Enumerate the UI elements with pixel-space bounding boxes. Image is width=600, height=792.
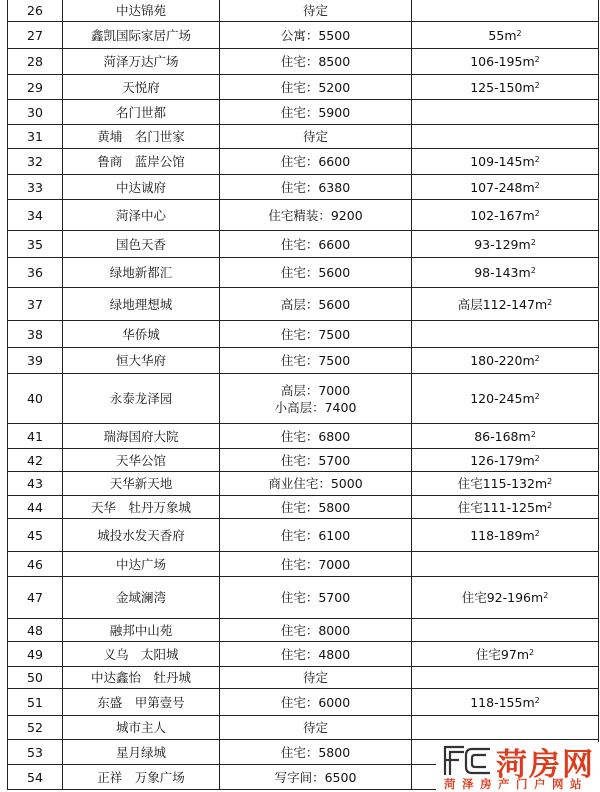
price-line: 住宅：5700 <box>280 590 351 605</box>
price-cell <box>220 149 412 175</box>
row-number: 53 <box>8 740 63 765</box>
table-row <box>8 496 599 519</box>
table-row <box>8 22 599 49</box>
table-row <box>8 321 599 348</box>
table-row <box>8 258 599 288</box>
area-cell: $98-143m^2$ <box>412 258 599 288</box>
price-cell <box>220 424 412 449</box>
project-name: 中达诚府 <box>63 175 220 200</box>
project-name: 名门世都 <box>63 100 220 125</box>
price-line: 待定 <box>302 720 328 735</box>
row-number: 38 <box>8 321 63 348</box>
row-number: 31 <box>8 125 63 149</box>
project-name: 中达鑫怡 牡丹城 <box>63 667 220 689</box>
table-row <box>8 449 599 472</box>
row-number: 41 <box>8 424 63 449</box>
price-cell <box>220 0 412 22</box>
price-line: 住宅：6100 <box>280 527 351 543</box>
price-line: 住宅：5700 <box>280 452 351 468</box>
price-line: 写字间：6500 <box>274 769 357 785</box>
area-cell <box>412 0 599 22</box>
project-name: 星月绿城 <box>63 740 220 765</box>
price-line: 待定 <box>302 129 328 144</box>
table-row <box>8 374 599 424</box>
row-number: 34 <box>8 200 63 231</box>
price-line: 住宅：8500 <box>280 54 351 69</box>
table-row <box>8 0 599 22</box>
price-cell <box>220 75 412 100</box>
row-number: 43 <box>8 472 63 496</box>
price-cell <box>220 200 412 231</box>
row-number: 40 <box>8 374 63 424</box>
price-line: 住宅：5200 <box>280 79 351 95</box>
price-cell <box>220 348 412 374</box>
table-row <box>8 642 599 667</box>
area-cell: $118-155m^2$ <box>412 689 599 716</box>
price-cell <box>220 577 412 619</box>
area-cell: $55m^2$ <box>412 22 599 49</box>
price-cell <box>220 22 412 49</box>
area-cell: $118-189m^2$ <box>412 519 599 552</box>
price-line: 待定 <box>302 3 328 18</box>
area-cell: $126-179m^2$ <box>412 449 599 472</box>
price-cell <box>220 125 412 149</box>
row-number: 51 <box>8 689 63 716</box>
table-row <box>8 175 599 200</box>
price-cell <box>220 519 412 552</box>
table-row <box>8 472 599 496</box>
area-cell <box>412 100 599 125</box>
area-cell <box>412 125 599 149</box>
table-row <box>8 552 599 577</box>
watermark-brand: 菏房网 <box>496 747 595 783</box>
price-line: 待定 <box>302 670 328 685</box>
row-number: 33 <box>8 175 63 200</box>
price-line: 住宅：6380 <box>280 179 351 195</box>
price-line: 住宅：5900 <box>280 104 351 120</box>
price-line: 高层：7000 <box>280 382 351 398</box>
project-name: 永泰龙泽园 <box>63 374 220 424</box>
project-name: 金域澜湾 <box>63 577 220 619</box>
row-number: 32 <box>8 149 63 175</box>
area-cell: $86-168m^2$ <box>412 424 599 449</box>
price-line: 高层：5600 <box>280 296 351 312</box>
row-number: 49 <box>8 642 63 667</box>
price-cell <box>220 765 412 790</box>
table-row <box>8 689 599 716</box>
area-cell <box>412 619 599 642</box>
area-cell: 高层$112-147m^2$ <box>412 288 599 321</box>
project-name: 菏泽万达广场 <box>63 49 220 75</box>
row-number: 30 <box>8 100 63 125</box>
price-cell <box>220 258 412 288</box>
price-cell <box>220 496 412 519</box>
project-name: 华侨城 <box>63 321 220 348</box>
project-name: 天华公馆 <box>63 449 220 472</box>
price-line: 住宅：5600 <box>280 265 351 280</box>
table-row <box>8 125 599 149</box>
area-cell: $93-129m^2$ <box>412 231 599 258</box>
row-number: 54 <box>8 765 63 790</box>
row-number: 42 <box>8 449 63 472</box>
price-line: 住宅：5800 <box>280 499 351 515</box>
price-cell <box>220 642 412 667</box>
table-row <box>8 716 599 740</box>
price-line: 住宅：4800 <box>280 646 351 662</box>
fc-logo-icon <box>442 743 494 777</box>
price-cell <box>220 321 412 348</box>
price-line: 住宅：7500 <box>280 353 351 368</box>
price-cell <box>220 374 412 424</box>
listing-rows <box>8 0 599 790</box>
area-cell: $120-245m^2$ <box>412 374 599 424</box>
price-line: 小高层：7400 <box>274 399 357 415</box>
table-row <box>8 619 599 642</box>
area-cell: 住宅$111-125m^2$ <box>412 496 599 519</box>
table-row <box>8 424 599 449</box>
price-cell <box>220 288 412 321</box>
area-cell: 住宅$92-196m^2$ <box>412 577 599 619</box>
project-name: 义乌 太阳城 <box>63 642 220 667</box>
table-row <box>8 149 599 175</box>
project-name: 城市主人 <box>63 716 220 740</box>
project-name: 天悦府 <box>63 75 220 100</box>
price-cell <box>220 740 412 765</box>
price-line: 公寓：5500 <box>280 27 351 43</box>
row-number: 27 <box>8 22 63 49</box>
table-row <box>8 100 599 125</box>
price-line: 商业住宅：5000 <box>268 476 363 491</box>
price-cell <box>220 619 412 642</box>
price-cell <box>220 449 412 472</box>
table-row <box>8 577 599 619</box>
project-name: 中达锦苑 <box>63 0 220 22</box>
price-line: 住宅：8000 <box>280 622 351 638</box>
table-row <box>8 231 599 258</box>
area-cell <box>412 667 599 689</box>
row-number: 26 <box>8 0 63 22</box>
area-cell: $180-220m^2$ <box>412 348 599 374</box>
area-cell: $106-195m^2$ <box>412 49 599 75</box>
price-line: 住宅：6600 <box>280 154 351 169</box>
project-name: 鑫凯国际家居广场 <box>63 22 220 49</box>
table-row <box>8 519 599 552</box>
area-cell <box>412 716 599 740</box>
project-name: 恒大华府 <box>63 348 220 374</box>
price-line: 住宅：7500 <box>280 326 351 342</box>
row-number: 29 <box>8 75 63 100</box>
project-name: 东盛 甲第壹号 <box>63 689 220 716</box>
project-name: 天华 牡丹万象城 <box>63 496 220 519</box>
price-cell <box>220 689 412 716</box>
price-cell <box>220 716 412 740</box>
price-line: 住宅：6000 <box>280 694 351 710</box>
price-line: 住宅精装：9200 <box>268 207 363 223</box>
row-number: 45 <box>8 519 63 552</box>
price-cell <box>220 175 412 200</box>
price-line: 住宅：7000 <box>280 556 351 572</box>
area-cell: $107-248m^2$ <box>412 175 599 200</box>
row-number: 36 <box>8 258 63 288</box>
table-row <box>8 667 599 689</box>
project-name: 瑞海国府大院 <box>63 424 220 449</box>
table-row <box>8 49 599 75</box>
price-line: 住宅：5800 <box>280 744 351 760</box>
price-cell <box>220 667 412 689</box>
area-cell: $109-145m^2$ <box>412 149 599 175</box>
row-number: 37 <box>8 288 63 321</box>
row-number: 46 <box>8 552 63 577</box>
project-name: 天华新天地 <box>63 472 220 496</box>
price-cell <box>220 231 412 258</box>
row-number: 35 <box>8 231 63 258</box>
area-cell: 住宅$115-132m^2$ <box>412 472 599 496</box>
row-number: 47 <box>8 577 63 619</box>
project-name: 中达广场 <box>63 552 220 577</box>
price-cell <box>220 552 412 577</box>
project-name: 国色天香 <box>63 231 220 258</box>
price-cell <box>220 472 412 496</box>
row-number: 44 <box>8 496 63 519</box>
table-row <box>8 200 599 231</box>
price-cell <box>220 100 412 125</box>
row-number: 39 <box>8 348 63 374</box>
table-row <box>8 288 599 321</box>
site-watermark <box>436 742 600 792</box>
row-number: 48 <box>8 619 63 642</box>
row-number: 50 <box>8 667 63 689</box>
area-cell <box>412 321 599 348</box>
project-name: 绿地理想城 <box>63 288 220 321</box>
row-number: 52 <box>8 716 63 740</box>
project-name: 融邦中山苑 <box>63 619 220 642</box>
project-name: 绿地新都汇 <box>63 258 220 288</box>
project-name: 菏泽中心 <box>63 200 220 231</box>
table-row <box>8 75 599 100</box>
row-number: 28 <box>8 49 63 75</box>
price-line: 住宅：6800 <box>280 428 351 444</box>
project-name: 黄埔 名门世家 <box>63 125 220 149</box>
area-cell: 住宅$97m^2$ <box>412 642 599 667</box>
area-cell: $125-150m^2$ <box>412 75 599 100</box>
watermark-slogan: 菏泽房产门户网站 <box>444 777 588 791</box>
project-name: 城投水发天香府 <box>63 519 220 552</box>
area-cell: $102-167m^2$ <box>412 200 599 231</box>
table-row <box>8 348 599 374</box>
project-name: 鲁商 蓝岸公馆 <box>63 149 220 175</box>
area-cell <box>412 552 599 577</box>
price-line: 住宅：6600 <box>280 236 351 252</box>
price-cell <box>220 49 412 75</box>
project-name: 正祥 万象广场 <box>63 765 220 790</box>
listing-table <box>7 0 599 790</box>
